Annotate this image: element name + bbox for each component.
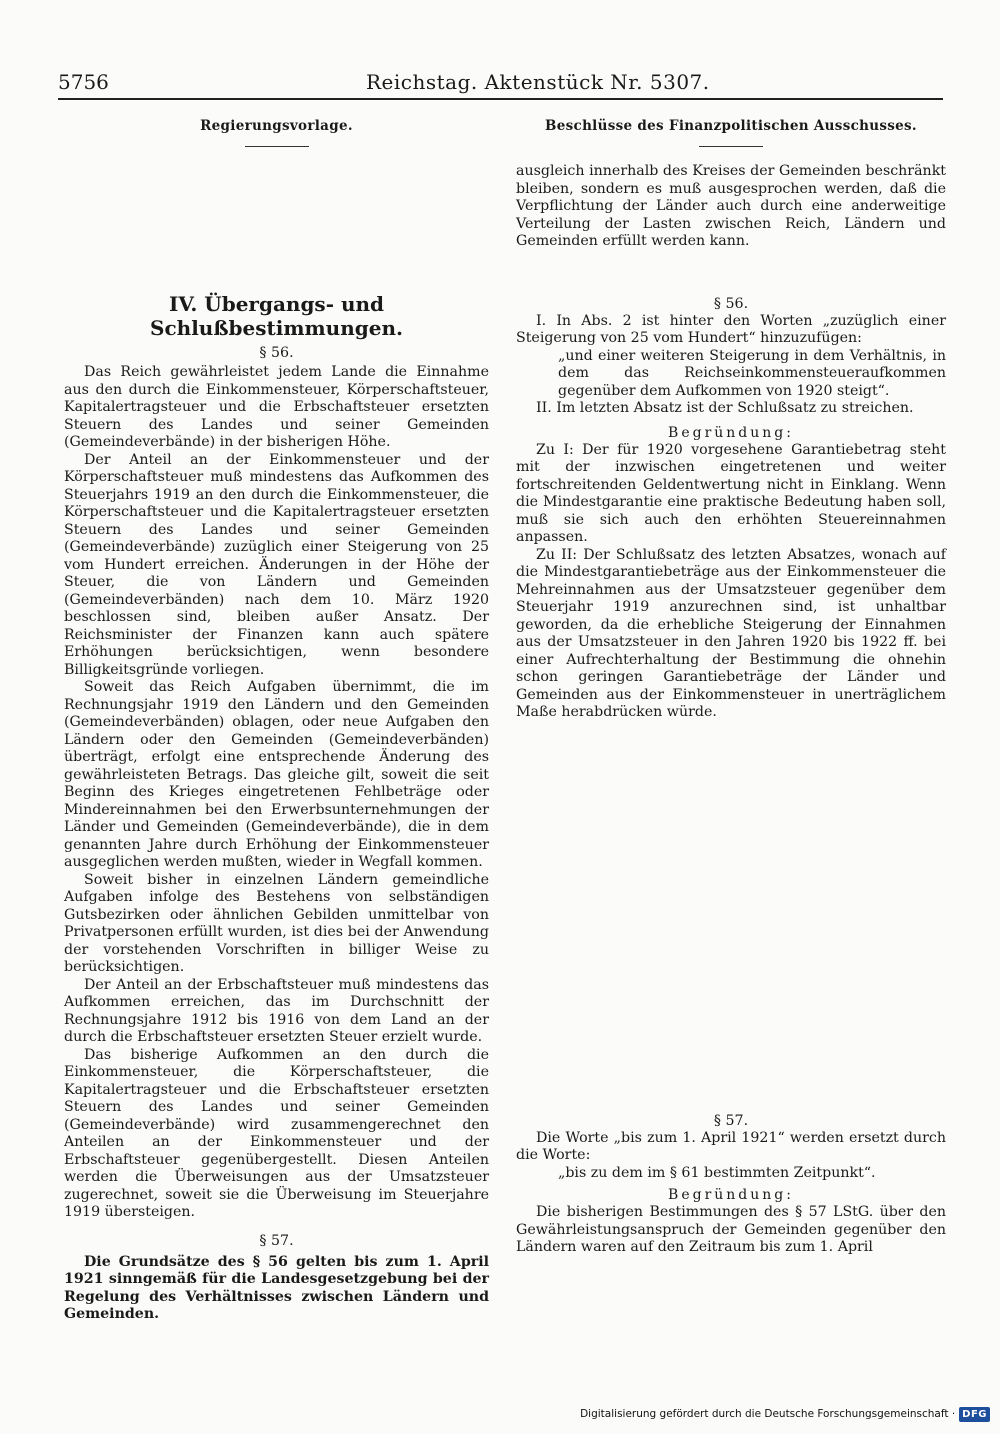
left-paragraph-1: Das Reich gewährleistet jedem Lande die Einnahme aus den durch die Einkommensteuer, Körperschaftsteuer, Kapitalertragsteuer und die Erbschaftsteuer ersetzten Steuern des Landes und seiner Gemeinden (Gemeindeverbände) in der bisherigen Höhe. bbox=[64, 364, 489, 450]
part-title: IV. Übergangs- und Schlußbestimmungen. bbox=[150, 292, 403, 340]
left-section-56: § 56. bbox=[259, 345, 294, 361]
page-header bbox=[58, 70, 943, 98]
running-title: Reichstag. Aktenstück Nr. 5307. bbox=[366, 70, 710, 94]
left-paragraph-5: Der Anteil an der Erbschaftsteuer muß mindestens das Aufkommen erreichen, das im Durchschnitt der Rechnungsjahre 1912 bis 1916 von dem Land an der durch die Erbschaftsteuer ersetzten Steuer erzielt wurde. bbox=[64, 976, 489, 1045]
right-head-rule bbox=[699, 146, 763, 147]
right-spacer bbox=[516, 722, 946, 1112]
digitization-footer bbox=[580, 1404, 990, 1424]
right-paragraph-0: ausgleich innerhalb des Kreises der Gemeinden beschränkt bleiben, sondern es muß ausgesprochen werden, daß die Verpflichtung der Länder auch durch eine anderweitige Verteilung der Lasten zwischen Reich, Ländern und Gemeinden erfüllt werden kann. bbox=[516, 163, 946, 249]
left-paragraph-3: Soweit das Reich Aufgaben übernimmt, die im Rechnungsjahr 1919 den Ländern und den Gemeinden (Gemeindeverbänden) oblagen, oder neue Aufgaben den Ländern oder den Gemeinden (Gemeindeverbänden) überträgt, erfolgt eine entsprechende Änderung des gewährleisteten Betrags. Das gleiche gilt, soweit die seit Beginn des Krieges eingetretenen Fehlbeträge oder Mindereinnahmen bei den Erwerbsunternehmungen der Länder und Gemeinden (Gemeindeverbände), die in dem genannten Jahre durch Erhöhung der Einkommensteuer ausgeglichen werden mußten, wieder in Wegfall kommen. bbox=[64, 679, 489, 870]
right-column-head: Beschlüsse des Finanzpolitischen Ausschusses. bbox=[545, 118, 917, 134]
page-number: 5756 bbox=[58, 70, 109, 94]
right-item-2: II. Im letzten Absatz ist der Schlußsatz zu streichen. bbox=[536, 400, 914, 416]
right-section-57: § 57. bbox=[713, 1112, 749, 1129]
left-spacer bbox=[64, 147, 489, 292]
header-rule bbox=[58, 98, 943, 100]
right-quote-2: „bis zu dem im § 61 bestimmten Zeitpunkt“. bbox=[558, 1164, 876, 1181]
left-column-head: Regierungsvorlage. bbox=[200, 118, 353, 134]
right-begr-para-2: Zu II: Der Schlußsatz des letzten Absatzes, wonach auf die Mindestgarantiebeträge aus der Einkommensteuer die Mehreinnahmen aus der Umsatzsteuer gegenüber dem Steuerjahr 1919 anzurechnen sind, ist unhaltbar geworden, da die erhebliche Steigerung der Einnahmen aus der Umsatzsteuer in den Jahren 1920 bis 1922 ff. bei einer Aufrechterhaltung der Bestimmung die ohnehin schon geringen Garantiebeträge der Länder und Gemeinden aus der Einkommensteuer in unerträglichem Maße herabdrücken würde. bbox=[516, 546, 946, 720]
right-quote-1: „und einer weiteren Steigerung in dem Verhältnis, in dem das Reichseinkommensteueraufkommen gegenüber dem Aufkommen von 1920 steigt“. bbox=[558, 347, 946, 399]
left-paragraph-4: Soweit bisher in einzelnen Ländern gemeindliche Aufgaben infolge des Bestehens von selbständigen Gutsbezirken oder ähnlichen Gebilden unmittelbar von Privatpersonen erfüllt wurden, ist dies bei der Anwendung der vorstehenden Vorschriften in billiger Weise zu berücksichtigen. bbox=[64, 871, 489, 975]
right-item-1: I. In Abs. 2 ist hinter den Worten „zuzüglich einer Steigerung von 25 vom Hundert“ hinzuzufügen: bbox=[516, 312, 946, 346]
footer-text: Digitalisierung gefördert durch die Deutsche Forschungsgemeinschaft · bbox=[580, 1408, 956, 1420]
left-paragraph-7: Die Grundsätze des § 56 gelten bis zum 1. April 1921 sinngemäß für die Landesgesetzgebung bei der Regelung des Verhältnisses zwischen Ländern und Gemeinden. bbox=[64, 1253, 489, 1322]
left-section-57: § 57. bbox=[259, 1232, 294, 1249]
right-begr-para-1: Zu I: Der für 1920 vorgesehene Garantiebetrag steht mit der inzwischen eingetretenen und weiter fortschreitenden Geldentwertung nicht in Einklang. Wenn die Mindestgarantie eine praktische Bedeutung haben soll, muß sie sich auch den erhöhten Steuereinnahmen anpassen. bbox=[516, 441, 946, 545]
right-column bbox=[516, 118, 946, 1257]
left-paragraph-6: Das bisherige Aufkommen an den durch die Einkommensteuer, die Körperschaftsteuer, die Kapitalertragsteuer und die Erbschaftsteuer ersetzten Steuern des Landes und seiner Gemeinden (Gemeindeverbände) wird zusammengerechnet den Anteilen an der Einkommensteuer und der Erbschaftsteuer gegenübergestellt. Diesen Anteilen werden die Überweisungen aus der Umsatzsteuer zugerechnet, soweit sie die Überweisung im Steuerjahre 1919 übersteigen. bbox=[64, 1046, 489, 1220]
right-begruendung-2: Begründung: bbox=[668, 1187, 794, 1203]
left-paragraph-2: Der Anteil an der Einkommensteuer und der Körperschaftsteuer muß mindestens das Aufkommen des Steuerjahrs 1919 an den durch die Einkommensteuer, die Körperschaftsteuer und die Kapitalertragsteuer ersetzten Steuern des Landes und seiner Gemeinden (Gemeindeverbände) zuzüglich einer Steigerung von 25 vom Hundert erreichen. Änderungen in der Höhe der Steuer, die von Ländern und Gemeinden (Gemeindeverbänden) nach dem 10. März 1920 beschlossen sind, bleiben außer Ansatz. Der Reichsminister der Finanzen kann auch spätere Erhöhungen berücksichtigen, wenn besondere Billigkeitsgründe vorliegen. bbox=[64, 451, 489, 678]
dfg-logo: DFG bbox=[959, 1407, 990, 1422]
right-begruendung-1: Begründung: bbox=[668, 424, 794, 441]
right-section-56: § 56. bbox=[713, 295, 749, 312]
left-column bbox=[64, 118, 489, 1324]
right-words-para: Die Worte „bis zum 1. April 1921“ werden ersetzt durch die Worte: bbox=[516, 1129, 946, 1163]
right-begr-para-3: Die bisherigen Bestimmungen des § 57 LStG. über den Gewährleistungsanspruch der Gemeinden gegenüber den Ländern waren auf den Zeitraum bis zum 1. April bbox=[516, 1204, 946, 1255]
